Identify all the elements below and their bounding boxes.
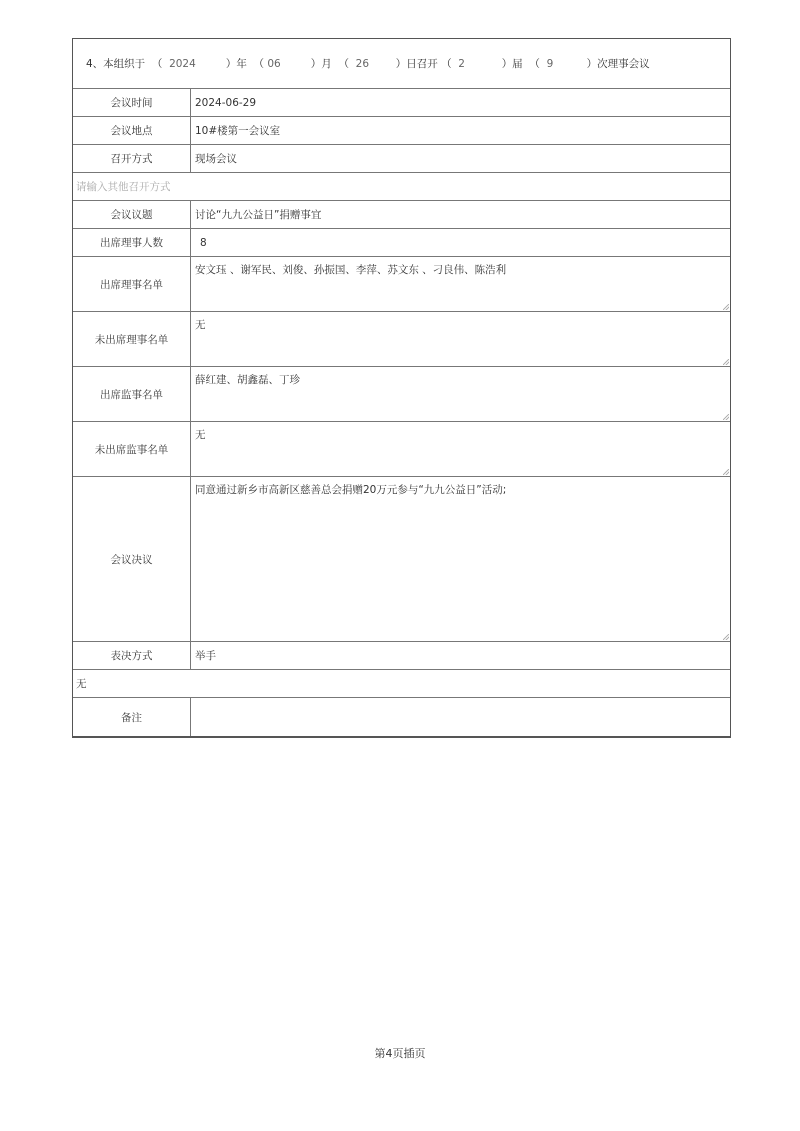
attending-count-row — [73, 228, 730, 256]
attending-count-label: 出席理事人数 — [73, 229, 191, 256]
meeting-header-row: 4、本组织于 （ 2024 ）年 （ 06 ）月 （ 26 ）日召开 （ 2 ）届 （ 9 ）次理事会议 — [86, 57, 650, 70]
meeting-time-field[interactable]: 2024-06-29 — [195, 96, 257, 109]
attending-directors-row — [73, 256, 730, 311]
meeting-mode-row — [73, 144, 730, 172]
voting-method-label: 表决方式 — [73, 642, 191, 669]
day-field[interactable]: 26 — [355, 57, 370, 70]
remarks-row — [73, 697, 730, 736]
meeting-place-field[interactable]: 10#楼第一会议室 — [195, 125, 281, 137]
attending-supervisors-row — [73, 366, 730, 421]
absent-supervisors-label: 未出席监事名单 — [73, 422, 191, 476]
voting-note-field[interactable]: 无 — [76, 678, 87, 690]
absent-directors-label: 未出席理事名单 — [73, 312, 191, 366]
attending-directors-label: 出席理事名单 — [73, 257, 191, 311]
voting-method-field[interactable]: 举手 — [195, 650, 216, 662]
meeting-time-label: 会议时间 — [73, 89, 191, 116]
page-number-label: 第4页插页 — [374, 1047, 426, 1060]
voting-method-row — [73, 641, 730, 669]
remarks-field[interactable] — [191, 698, 730, 736]
absent-directors-row — [73, 311, 730, 366]
resolution-text: 同意通过新乡市高新区慈善总会捐赠20万元参与“九九公益日”活动; — [195, 484, 507, 496]
absent-supervisors-text: 无 — [195, 429, 206, 441]
absent-directors-textarea[interactable] — [191, 312, 730, 366]
resolution-label: 会议决议 — [73, 477, 191, 641]
resolution-textarea[interactable] — [191, 477, 730, 641]
session-field[interactable]: 9 — [546, 57, 554, 70]
header-prefix: 4、本组织于 — [86, 58, 146, 70]
meeting-mode-field[interactable]: 现场会议 — [195, 153, 237, 165]
absent-supervisors-textarea[interactable] — [191, 422, 730, 476]
resize-grip-icon[interactable] — [723, 304, 729, 310]
other-mode-row — [73, 172, 730, 200]
topic-label: 会议议题 — [73, 201, 191, 228]
month-field[interactable]: 06 — [267, 57, 281, 70]
attending-supervisors-textarea[interactable] — [191, 367, 730, 421]
resize-grip-icon[interactable] — [723, 414, 729, 420]
remarks-label: 备注 — [73, 698, 191, 736]
attending-supervisors-label: 出席监事名单 — [73, 367, 191, 421]
other-mode-input[interactable]: 请输入其他召开方式 — [76, 181, 171, 193]
resize-grip-icon[interactable] — [723, 359, 729, 365]
resize-grip-icon[interactable] — [723, 469, 729, 475]
attending-directors-text: 安文珏 、谢军民、刘俊、孙振国、李萍、苏文东 、刁良伟、陈浩利 — [195, 264, 507, 276]
absent-directors-text: 无 — [195, 319, 206, 331]
attending-supervisors-text: 薛红建、胡鑫磊、丁珍 — [195, 374, 300, 386]
topic-row — [73, 200, 730, 228]
absent-supervisors-row — [73, 421, 730, 476]
attending-count-field[interactable]: 8 — [200, 236, 207, 249]
resolution-row — [73, 476, 730, 641]
term-field[interactable]: 2 — [458, 57, 465, 70]
meeting-place-label: 会议地点 — [73, 117, 191, 144]
voting-note-row — [73, 669, 730, 697]
meeting-mode-label: 召开方式 — [73, 145, 191, 172]
attending-directors-textarea[interactable] — [191, 257, 730, 311]
year-field[interactable]: 2024 — [169, 57, 196, 70]
meeting-record-form — [72, 38, 731, 738]
topic-field[interactable]: 讨论“九九公益日”捐赠事宜 — [195, 209, 322, 221]
meeting-place-row — [73, 116, 730, 144]
meeting-time-row — [73, 88, 730, 116]
resize-grip-icon[interactable] — [723, 634, 729, 640]
